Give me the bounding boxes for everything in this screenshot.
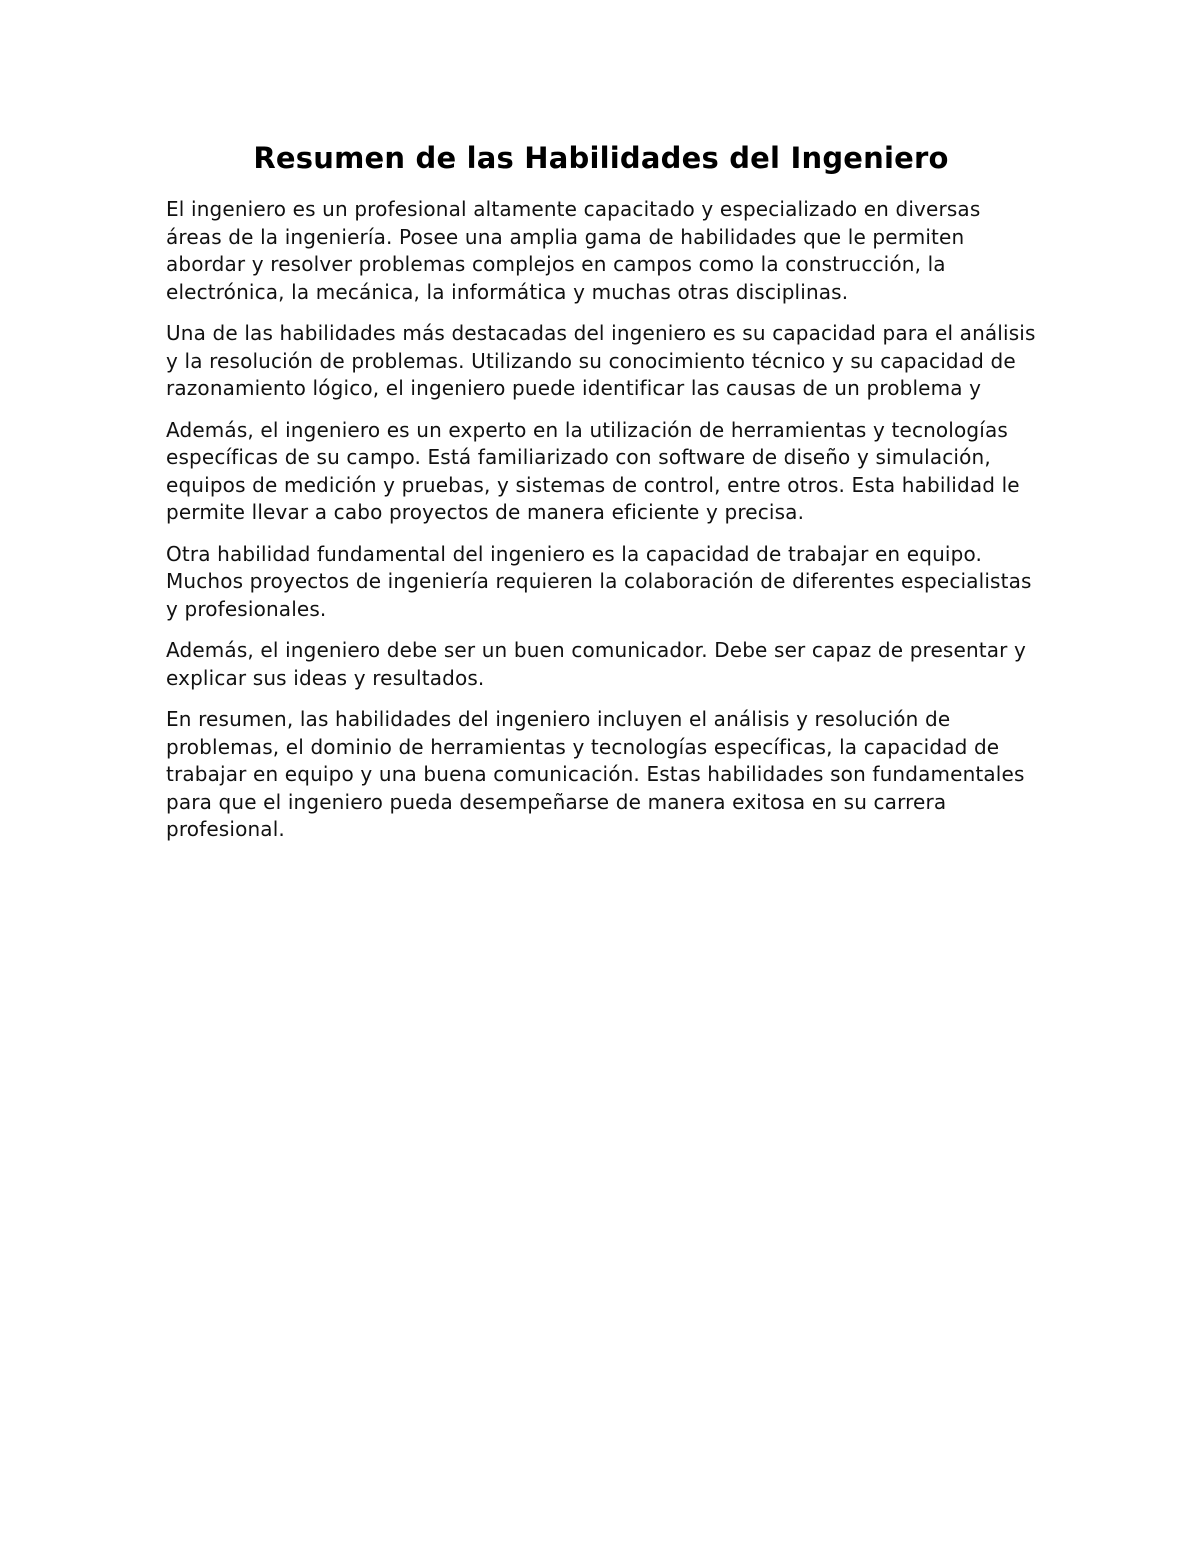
paragraph-teamwork: Otra habilidad fundamental del ingeniero es la capacidad de trabajar en equipo. Muchos proyectos de ingeniería requieren la colaboración de diferentes especialistas y profesionales. xyxy=(166,541,1032,621)
paragraph-problem-solving: Una de las habilidades más destacadas del ingeniero es su capacidad para el análisis y la resolución de problemas. Utilizando su conocimiento técnico y su capacidad de razonamiento lógico, el ingeniero puede identificar las causas de un problema y xyxy=(166,321,1036,400)
paragraph-summary: En resumen, las habilidades del ingeniero incluyen el análisis y resolución de problemas, el dominio de herramientas y tecnologías específicas, la capacidad de trabajar en equipo y una buena comunicación. Estas habilidades son fundamentales para que el ingeniero pueda desempeñarse de manera exitosa en su carrera profesional. xyxy=(166,707,1025,841)
paragraph-communication: Además, el ingeniero debe ser un buen comunicador. Debe ser capaz de presentar y explicar sus ideas y resultados. xyxy=(166,638,1027,690)
paragraph-tools: Además, el ingeniero es un experto en la utilización de herramientas y tecnologías específicas de su campo. Está familiarizado con software de diseño y simulación, equipos de medición y pruebas, y sistemas de control, entre otros. Esta habilidad le permite llevar a cabo proyectos de manera eficiente y precisa. xyxy=(166,417,1020,524)
document-title: Resumen de las Habilidades del Ingeniero xyxy=(253,141,949,175)
paragraph-intro: El ingeniero es un profesional altamente capacitado y especializado en diversas áreas de la ingeniería. Posee una amplia gama de habilidades que le permiten abordar y resolver problemas complejos en campos como la construcción, la electrónica, la mecánica, la informática y muchas otras disciplinas. xyxy=(166,197,981,304)
document-body xyxy=(166,140,1036,858)
